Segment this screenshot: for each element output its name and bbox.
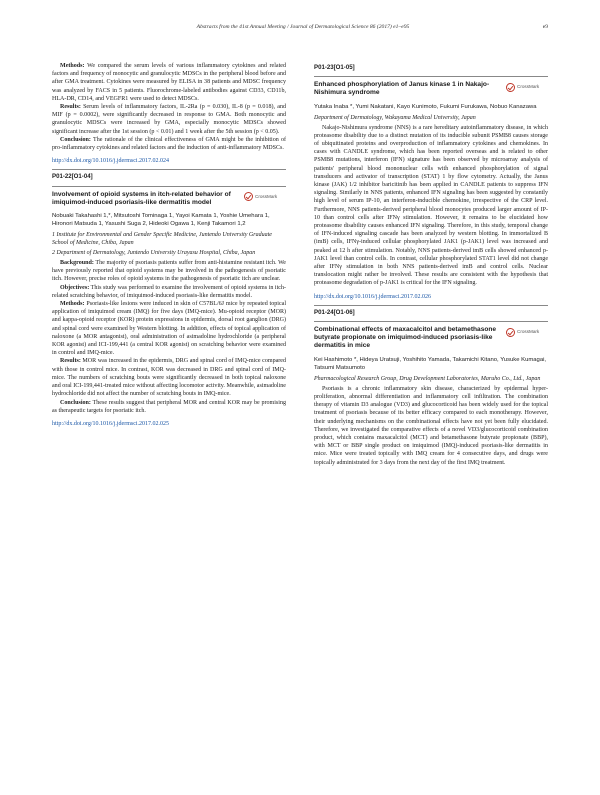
- left-column: [52, 62, 286, 430]
- abstract-title: Enhanced phosphorylation of Janus kinase 1 in Nakajo-Nishimura syndrome: [314, 81, 490, 97]
- affiliation: Pharmacological Research Group, Drug Development Laboratories, Maruho Co., Ltd., Japan: [314, 375, 541, 382]
- background-paragraph: Background: The majority of psoriasis patients suffer from anti-histamine resistant itch. We have previously reported that opioid systems may be involved in the pathogenesis of psoriatic itch. However, precise roles of opioid systems in the pathogenesis of psoriatic itch are unclear.: [52, 260, 286, 283]
- crossmark-badge[interactable]: CrossMark: [506, 81, 546, 93]
- right-column: [314, 62, 548, 467]
- methods-paragraph: Methods: We compared the serum levels of various inflammatory cytokines and related factors and frequency of monocytic and granulocytic MDSCs in the peripheral blood before and after GMA treatment. Cytokines were measured by ELISA in 38 patients and MDSC frequency was analyzed by FACS in 5 patients. Fluorochrome-labeled antibodies against CD33, CD11b, HLA-DR, CD14, and VEGFR1 were used to detect MDSCs.: [52, 63, 286, 102]
- crossmark-badge[interactable]: CrossMark: [506, 326, 546, 338]
- crossmark-icon: [244, 192, 253, 201]
- abstract-id: P01-24[O1-06]: [314, 308, 355, 316]
- abstract-title: Involvement of opioid systems in itch-related behavior of imiquimod-induced psoriasis-like dermatitis model: [52, 190, 231, 206]
- doi-link[interactable]: http://dx.doi.org/10.1016/j.jdermsci.2017.02.026: [314, 293, 432, 300]
- doi-link[interactable]: http://dx.doi.org/10.1016/j.jdermsci.2017.02.024: [52, 158, 170, 165]
- abstract-body: Nakajo-Nishimura syndrome (NNS) is a rare hereditary autoinflammatory disease, in which proteasome disability due to a distinct mutation of its inducible subunit PSMB8 causes storage of ubiquitinated proteins and overproduction of inflammatory cytokines and chemokines. In cases with CANDLE syndrome, which has been reported overseas and is related to other PSMB8 mutations, interferon (IFN) signature has been observed by microarray analysis of patients' peripheral blood mononuclear cells with enhanced phosphorylation of signal transducers and activator of transcription (STAT) 1 by flow cytometry. Actually, the Janus kinase (JAK) 1/2 inhibitor baricitinib has been applied in CANDLE patients to suppress IFN signaling. Similarly in NNS patients, enhanced IFN signaling has been suggested by constantly high level of serum IP-10, an interferon-inducible chemokine, irrespective of the CRP level. Furthermore, NNS patients-derived peripheral blood monocytes produced larger amount of IP-10 than control cells after IFNγ stimulation. However, it remains to be elucidated how proteasome disability causes enhanced IFN signaling. Therefore, in this study, temporal change of IFN-induced signaling cascade has been analyzed by western blotting. In immortalized B (imB) cells, IFNγ-induced cellular phosphorylated JAK1 (p-JAK1) level was increased and peaked at 12 h after stimulation. Notably, NNS patients-derived imB cells showed enhanced p-JAK1 level than control cells. In contrast, cellular phosphorylated STAT1 level did not change after IFNγ stimulation in both NNS patients-derived imB and control cells. Nuclear translocation might rather be involved. These results are consistent with the hypothesis that proteasome degradation of p-JAK1 is critical for the IFN signaling.: [314, 124, 548, 287]
- divider: [314, 305, 548, 306]
- divider: [52, 169, 286, 170]
- results-paragraph: Results: MOR was increased in the epidermis, DRG and spinal cord of IMQ-mice compared with those in control mice. In contrast, KOR was decreased in DRG and spinal cord of IMQ-mice. The numbers of scratching bouts were significantly decreased in both topical naloxone and oral ICI-199,441-treated mice without affecting locomotor activity. Meanwhile, asimadoline hydrochloride did not affect the number of scratching bouts in IMQ-mice.: [52, 358, 286, 398]
- methods-paragraph: Methods: Psoriasis-like lesions were induced in skin of C57BL/6J mice by repeated topical application of imiquimod cream (IMQ) for five days (IMQ-mice). Mu-opioid receptor (MOR) and kappa-opioid receptor (KOR) protein expressions in epidermis, dorsal root ganglion (DRG) and spinal cord were examined by Western blotting. In addition, effects of topical application of naloxone (a MOR antagonist), oral administration of asimadoline hydrochloride (a peripheral KOR agonist) and ICI-199,441 (a central KOR agonist) on scratching behavior were examined in control and IMQ-mice.: [52, 301, 286, 357]
- abstract-title-block: [52, 191, 286, 207]
- objectives-paragraph: Objectives: This study was performed to examine the involvement of opioid systems in itch-related scratching behavior, of imiquimod-induced psoriasis-like dermatitis model.: [52, 284, 286, 299]
- divider: [314, 321, 548, 322]
- doi-link[interactable]: http://dx.doi.org/10.1016/j.jdermsci.2017.02.025: [52, 420, 170, 427]
- running-header: [58, 24, 548, 34]
- author-list: Yutaka Inaba *, Yumi Nakatani, Kayo Kunimoto, Fukumi Furukawa, Nobuo Kanazawa: [314, 103, 537, 110]
- affiliation: 1 Institute for Environmental and Gender Specific Medicine, Juntendo University Graduate School of Medicine, Chiba, Japan: [52, 232, 272, 247]
- abstract-body: Psoriasis is a chronic inflammatory skin disease, characterized by epidermal hyper-proliferation, abnormal differentiation and inflammatory cell infiltration. The combination therapy of vitamin D3 analogue (VD3) and glucocorticoid has been widely used for the topical treatment of psoriasis because of its better efficacy compared to each monotherapy. However, their underlying mechanisms on the combinational effects have not yet been fully elucidated. Therefore, we investigated the comparative effects of a novel VD3/glucocorticoid combination product, which contains maxacalcitol (MCT) and betamethasone butyrate propionate (BBP), with MCT or BBP single product on imiquimod (IMQ)-induced psoriasis-like dermatitis in mice. Mice were treated topically with IMQ cream for 4 consecutive days, and drugs were topically administrated for 3 days from the next day of the first IMQ treatment.: [314, 385, 548, 466]
- crossmark-icon: [506, 83, 515, 92]
- divider: [52, 186, 286, 187]
- abstract-title-block: [314, 326, 548, 351]
- crossmark-badge[interactable]: CrossMark: [244, 191, 284, 203]
- conclusion-paragraph: Conclusion: The rationale of the clinical effectiveness of GMA might be the inhibition of pro-inflammatory cytokines and related factors and the induction of anti-inflammatory MDSCs.: [52, 136, 286, 152]
- abstract-title: Combinational effects of maxacalcitol and betamethasone butyrate propionate on imiquimod-induced psoriasis-like dermatitis in mice: [314, 326, 497, 350]
- abstract-id: P01-23[O1-05]: [314, 64, 355, 71]
- author-list: Nobuaki Takahashi 1,*, Mitsutoshi Tominaga 1, Yayoi Kamata 1, Yoshie Umehara 1, Hironori Matsuda 1, Yasushi Suga 2, Hideoki Ogawa 1, Kenji Takamori 1,2: [52, 213, 270, 228]
- page-number: e9: [542, 24, 548, 30]
- abstract-id: P01-22[O1-04]: [52, 173, 93, 181]
- crossmark-icon: [506, 328, 515, 337]
- conclusion-paragraph: Conclusion: These results suggest that peripheral MOR and central KOR may be promising as therapeutic targets for psoriatic itch.: [52, 399, 287, 414]
- running-title: Abstracts from the 41st Annual Meeting / Journal of Dermatological Science 86 (2017) e1–e95: [196, 24, 410, 30]
- divider: [314, 76, 548, 77]
- abstract-title-block: [314, 81, 548, 97]
- affiliation: 2 Department of Dermatology, Juntendo University Urayasu Hospital, Chiba, Japan: [52, 250, 256, 257]
- results-paragraph: Results: Serum levels of inflammatory factors, IL-2Ra (p = 0.030), IL-8 (p = 0.018), and MIF (p = 0.0002), were significantly decreased in response to GMA. Both monocytic and granulocytic MDSCs were increased by GMA, especially monocytic MDSCs showed significant increase after the 1st session (p < 0.01) and 1 week after the 5th session (p < 0.05).: [52, 104, 286, 135]
- affiliation: Department of Dermatology, Wakayama Medical University, Japan: [314, 114, 476, 121]
- author-list: Kei Hashimoto *, Hideya Uratsuji, Yoshihito Yamada, Takamichi Kitano, Yusuke Kumagai, Tatsumi Matsumoto: [314, 356, 547, 371]
